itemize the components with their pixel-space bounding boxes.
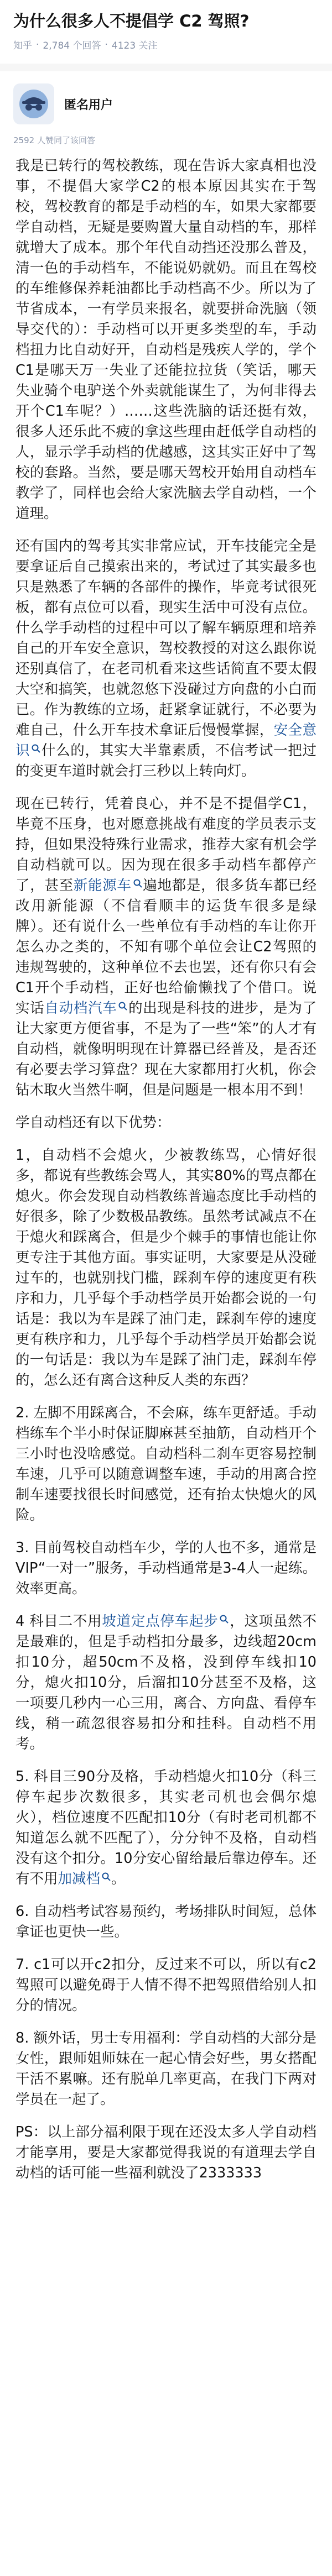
- search-icon[interactable]: [31, 744, 41, 753]
- paragraph-text: 什么的，其实大半靠素质，不信考试一把过的变更车道时就会打三秒以上转向灯。: [15, 742, 317, 779]
- answer-body: [0, 146, 332, 2184]
- paragraph-text: 还有国内的驾考其实非常应试，开车技能完全是要拿证后自己摸索出来的，考试过了其实最多也只是熟悉了车辆的各部件的操作，毕竟考试很死板，都有点位可以看，现实生活中可没有点位。什么学手动档的过程中可以了解车辆原理和培养自己的开车安全意识，驾校教授的对这么跟你说还别真信了，在老司机看来这些话简直不要太假大空和搞笑，也就忽悠下没碰过方向盘的小白而已。作为教练的立场，赶紧拿证就行，不必要为难自己，什么开车技术拿证后慢慢掌握，: [15, 538, 317, 739]
- paragraph-text: 的出现是科技的进步，是为了让大家更方便省事，不是为了一些“笨”的人才有自动档，就像明明现在计算器已经普及，是否还有必要去学习算盘？现在大家都用打火机，你会钻木取火当然牛啊，但是问题是一根本用不到！: [15, 1000, 317, 1098]
- shift-gears-link[interactable]: 加减档: [58, 1871, 101, 1887]
- answer-paragraph: [15, 794, 317, 1101]
- answer-paragraph: 2. 左脚不用踩离合，不会麻，练车更舒适。手动档练车个半小时保证脚麻甚至抽筋，自动档开个三小时也没啥感觉。自动档科二刹车更容易控制车速，几乎可以随意调整车速，手动的用离合控制车速要找很长时间感觉，还有抬太快熄火的风险。: [15, 1405, 317, 1523]
- follow-count[interactable]: 4123 关注: [111, 40, 158, 51]
- meta-separator: ·: [36, 39, 39, 50]
- search-icon[interactable]: [133, 878, 143, 888]
- paragraph-text: 4 科目二不用: [15, 1613, 102, 1630]
- paragraph-text: 现在已转行，凭着良心，并不是不提倡学C1，毕竟不压身，也对愿意挑战有难度的学员表示支持，但如果没特殊行业需求，推荐大家有机会学自动档就可以。因为现在很多手动档车都停产了，甚至: [15, 795, 317, 894]
- author-row[interactable]: [0, 71, 332, 124]
- answer-paragraph: 我是已转行的驾校教练，现在告诉大家真相也没事，不提倡大家学C2的根本原因其实在于驾校，驾校教育的都是手动档的车，如果大家都要学自动档，无疑是要购置大量自动档的车，那样就增大了成本。那个年代自动挡还没那么普及，清一色的手动档车，不能说奶就奶。而且在驾校的车维修保养耗油都比手动档高不少。所以为了节省成本，一有学员来报名，就要拼命洗脑（领导交代的）：手动档可以开更多类型的车，手动档扭力比自动好开，自动档是残疾人学的，学个C1是哪天万一失业了还能拉拉货（笑话，哪天失业骑个电驴送个外卖就能谋生了，为何非得去开个C1车呢？）……这些洗脑的话还挺有效，很多人还乐此不疲的拿这些理由赶低学自动档的人，显示学手动档的优越感，这其实正好中了驾校的套路。当然，要是哪天驾校开始用自动档车教学了，同样也会给大家洗脑去学自动档，一个道理。: [15, 158, 317, 522]
- question-meta: [13, 38, 319, 51]
- new-energy-link[interactable]: 新能源车: [73, 877, 132, 894]
- source-label: 知乎: [13, 40, 32, 51]
- answer-paragraph: [15, 536, 317, 782]
- automatic-car-link[interactable]: 自动档汽车: [44, 1000, 117, 1017]
- answer-paragraph: 学自动档还有以下优势：: [15, 1114, 171, 1131]
- endorse-count: 2592 人赞同了该回答: [13, 135, 95, 145]
- search-icon[interactable]: [219, 1614, 229, 1624]
- answer-paragraph: 8. 额外话，男士专用福利：学自动档的大部分是女性，跟师姐师妹在一起心情会好些，男女搭配干活不累嘛。还有脱单几率更高，在我门下两对学员在一起了。: [15, 2030, 317, 2108]
- meta-separator: ·: [105, 39, 108, 50]
- answer-paragraph: PS：以上部分福利限于现在还没太多人学自动档才能享用，要是大家都觉得我说的有道理去学自动档的话可能一些福利就没了2333333: [15, 2124, 317, 2181]
- answer-count[interactable]: 2,784 个回答: [43, 40, 101, 51]
- paragraph-text: 5. 科目三90分及格，手动档熄火扣10分（科三停车起步次数很多，其实老司机也会偶尔熄火），档位速度不匹配扣10分（有时老司机都不知道怎么就不匹配了），分分钟不及格，自动档没有这个扣分。10分安心留给最后靠边停车。还有不用: [15, 1768, 317, 1887]
- anonymous-user-icon[interactable]: [13, 83, 54, 124]
- answer-paragraph: 6. 自动档考试容易预约，考场排队时间短，总体拿证也更快一些。: [15, 1903, 317, 1940]
- answer-paragraph: 1，自动档不会熄火，少被教练骂，心情好很多，都说有些教练会骂人，其实80%的骂点都在熄火。你会发现自动档教练普遍态度比手动档的好很多，除了少数极品教练。虽然考试减点不在于熄火和踩离合，但是少个棘手的事情也能让你更专注于其他方面。事实证明，大家要是从没碰过车的，也就别找门槛，踩刹车停的速度更有秩序和力，几乎每个手动档学员开始都会说的一句话是：我以为车是踩了油门走，踩刹车停的速度更有秩序和力，几乎每个手动档学员开始都会说的一句话是：我以为车是踩了油门走，踩刹车停的，怎么还有离合这种反人类的东西？: [15, 1147, 317, 1389]
- question-title[interactable]: 为什么很多人不提倡学 C2 驾照?: [13, 12, 250, 30]
- paragraph-text: 。: [111, 1871, 126, 1887]
- paragraph-text: ，这项虽然不是最难的，但是手动档扣分最多，边线超20cm扣10分，超50cm不及格，没到停车线扣10分，熄火扣10分，后溜扣10分甚至不及格，这一项要几秒内一心三用，离合、方向盘、看停车线，稍一疏忽很容易扣分和挂科。自动档不用考。: [15, 1613, 317, 1752]
- paragraph-text: 遍地都是，很多货车都已经改用新能源（不信看顺丰的运货车很多是绿牌）。还有说什么一些单位有手动档的车让你开怎么办之类的，不知有哪个单位会让C2驾照的违规驾驶的，这种单位不去也罢，还有你只有会C1开个手动档，正好也给偷懒找了个借口。说实话: [15, 877, 317, 1017]
- answer-paragraph: [15, 1611, 317, 1755]
- hill-start-link[interactable]: 坡道定点停车起步: [102, 1613, 219, 1630]
- search-icon[interactable]: [118, 1001, 128, 1011]
- answer-paragraph: [15, 1767, 317, 1889]
- answer-paragraph: 3. 目前驾校自动档车少，学的人也不多，通常是VIP“一对一”服务，手动档通常是3-4人一起练。效率更高。: [15, 1540, 317, 1597]
- question-header: [0, 0, 332, 51]
- answer-paragraph: 7. c1可以开c2扣分，反过来不可以，所以有c2驾照可以避免碍于人情不得不把驾照借给别人扣分的情况。: [15, 1956, 317, 2014]
- section-divider: [0, 64, 332, 71]
- security-awareness-link[interactable]: 安全意识: [15, 722, 317, 759]
- author-name[interactable]: 匿名用户: [64, 98, 113, 112]
- search-icon[interactable]: [101, 1872, 111, 1882]
